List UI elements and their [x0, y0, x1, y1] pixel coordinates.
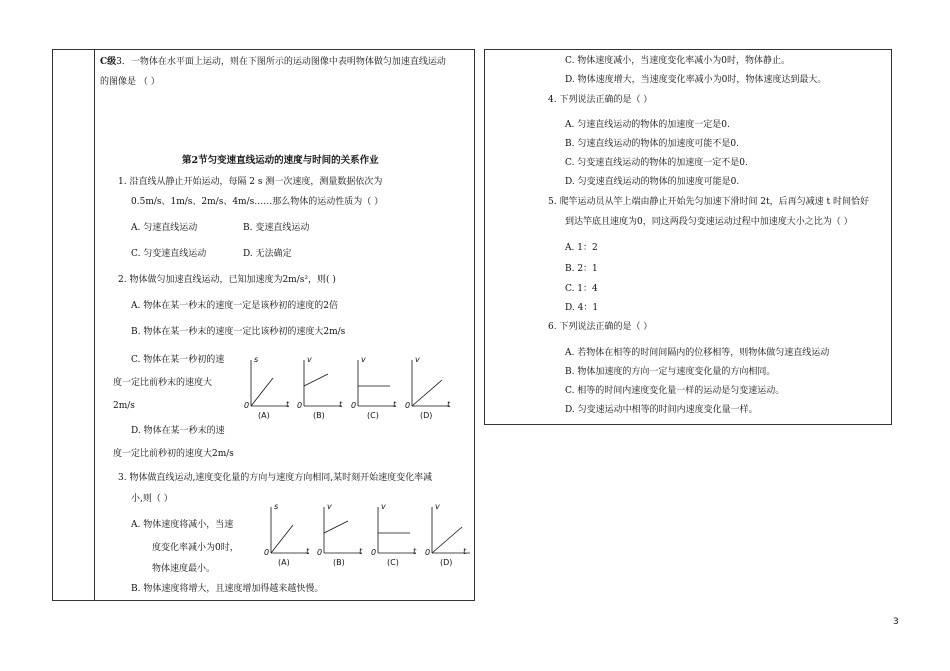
- graph-q2-b-caption: (B): [313, 411, 325, 420]
- graph-q3-b-caption: (B): [333, 558, 345, 567]
- q5-option-b: B. 2：1: [565, 264, 598, 274]
- q3-option-a-line3: 物体速度最小。: [152, 564, 216, 574]
- q2-option-a: A. 物体在某一秒末的速度一定是该秒初的速度的2倍: [131, 301, 338, 311]
- left-panel-right-border: [474, 49, 475, 601]
- q2-option-b: B. 物体在某一秒末的速度一定比该秒初的速度大2m/s: [131, 327, 346, 337]
- q1-line1: 1. 沿直线从静止开始运动，每隔 2 s 测一次速度，测量数据依次为: [118, 177, 383, 187]
- q2-option-c-line1: C. 物体在某一秒初的速: [131, 355, 225, 365]
- q4-option-d: D. 匀变速直线运动的物体的加速度可能是0.: [565, 177, 740, 187]
- graph-q3-b-origin: 0: [317, 548, 323, 557]
- graph-q3-c-xlabel: t: [413, 547, 417, 556]
- q6-option-d: D. 匀变速运动中相等的时间内速度变化量一样。: [565, 405, 758, 415]
- q6-option-c: C. 相等的时间内速度变化量一样的运动是匀变速运动。: [565, 386, 785, 396]
- graph-q2-b-ylabel: v: [307, 355, 312, 364]
- graph-q3-c: [372, 503, 418, 557]
- graph-q3-b-ylabel: v: [327, 502, 332, 511]
- q6-option-b: B. 物体加速度的方向一定与速度变化量的方向相同。: [565, 367, 776, 377]
- q5-line1: 5. 爬竿运动员从竿上端由静止开始先匀加速下滑时间 2t，后再匀减速 t 时间恰好: [548, 197, 869, 207]
- q3-option-a-line2: 度变化率减小为0时，: [152, 543, 239, 553]
- graph-q2-c-caption: (C): [367, 411, 379, 420]
- q1-option-d: D. 无法确定: [243, 249, 292, 259]
- q1-option-b: B. 变速直线运动: [243, 223, 310, 233]
- right-panel-right-border: [891, 49, 892, 425]
- graph-q2-a: [245, 356, 291, 410]
- q4-option-c: C. 匀变速直线运动的物体的加速度一定不是0.: [565, 158, 748, 168]
- graph-q2-b: [298, 356, 344, 410]
- graph-q2-c-ylabel: v: [361, 355, 366, 364]
- graph-q3-c-origin: 0: [371, 548, 377, 557]
- graph-q2-b-origin: 0: [297, 401, 303, 410]
- graph-q2-a-ylabel: s: [254, 355, 259, 364]
- right-panel-left-border: [484, 49, 485, 425]
- page-number: 3: [893, 617, 899, 627]
- graph-q3-a-xlabel: t: [306, 547, 310, 556]
- q4-option-a: A. 匀速直线运动的物体的加速度一定是0.: [565, 120, 730, 130]
- graph-q2-c-origin: 0: [351, 401, 357, 410]
- q3-line2: 小,则（ ）: [131, 494, 173, 504]
- q3-option-c: C. 物体速度减小，当速度变化率减小为0时，物体静止。: [565, 56, 791, 66]
- graph-q3-d-xlabel: t: [463, 547, 467, 556]
- c-level-question-line2: 的图像是 （ ）: [100, 77, 160, 87]
- graph-q3-d-caption: (D): [440, 558, 453, 567]
- graph-q2-a-origin: 0: [244, 401, 250, 410]
- c-level-tag: C级: [100, 57, 117, 67]
- q3-option-b: B. 物体速度将增大，且速度增加得越来越快慢。: [131, 584, 324, 594]
- c-level-question-line1: C级3．一物体在水平面上运动，则在下图所示的运动图像中表明物体做匀加速直线运动: [100, 57, 446, 67]
- q3-option-d: D. 物体速度增大，当速度变化率减小为0时，物体速度达到最大。: [565, 75, 827, 85]
- q2-option-c-line2: 度一定比前秒末的速度大: [113, 378, 213, 388]
- right-panel-top-border: [484, 49, 892, 50]
- q4-option-b: B. 匀速直线运动的物体的加速度可能不是0.: [565, 139, 739, 149]
- graph-q2-a-xlabel: t: [286, 400, 290, 409]
- graph-q3-c-ylabel: v: [381, 502, 386, 511]
- graph-q3-a-origin: 0: [264, 548, 270, 557]
- right-panel-bottom-border: [484, 424, 892, 425]
- top-rule: [52, 49, 475, 50]
- graph-q3-d-origin: 0: [425, 548, 431, 557]
- graph-q2-d-ylabel: v: [415, 355, 420, 364]
- graph-q2-d-caption: (D): [420, 411, 433, 420]
- graph-q3-a-caption: (A): [278, 558, 290, 567]
- graph-q2-d-xlabel: t: [447, 400, 451, 409]
- left-border: [52, 49, 53, 601]
- q3-line1: 3. 物体做直线运动,速度变化量的方向与速度方向相同,某时刻开始速度变化率减: [118, 473, 433, 483]
- graph-q2-d: [406, 356, 452, 410]
- q4-stem: 4. 下列说法正确的是（ ）: [548, 95, 653, 105]
- section-title: 第2节匀变速直线运动的速度与时间的关系作业: [182, 155, 379, 166]
- graph-q2-c: [352, 356, 398, 410]
- graph-q3-b-xlabel: t: [359, 547, 363, 556]
- graph-q2-c-xlabel: t: [393, 400, 397, 409]
- q6-option-a: A. 若物体在相等的时间间隔内的位移相等，则物体做匀速直线运动: [565, 348, 830, 358]
- q5-option-c: C. 1：4: [565, 284, 598, 294]
- graph-q3-a-ylabel: s: [274, 502, 279, 511]
- q5-line2: 到达竿底且速度为0，同这两段匀变速运动过程中加速度大小之比为（ ）: [565, 217, 853, 227]
- graph-q3-d-ylabel: v: [435, 502, 440, 511]
- graph-q2-d-origin: 0: [405, 401, 411, 410]
- q5-option-a: A. 1：2: [565, 243, 598, 253]
- graph-q3-c-caption: (C): [387, 558, 399, 567]
- q2-option-c-line3: 2m/s: [113, 401, 135, 411]
- q2-option-d-line2: 度一定比前秒初的速度大2m/s: [113, 449, 234, 459]
- q1-line2: 0.5m/s、1m/s、2m/s、4m/s……那么物体的运动性质为（ ）: [131, 197, 384, 207]
- q2-stem: 2. 物体做匀加速直线运动，已知加速度为2m/s²，则( ): [118, 275, 336, 285]
- graph-q3-a: [265, 503, 311, 557]
- q5-option-d: D. 4：1: [565, 303, 599, 313]
- inner-left-border: [94, 49, 95, 601]
- q3-option-a-line1: A. 物体速度将减小，当速: [131, 520, 234, 530]
- graph-q3-b: [318, 503, 364, 557]
- q2-option-d-line1: D. 物体在某一秒末的速: [131, 426, 225, 436]
- q1-option-c: C. 匀变速直线运动: [131, 249, 207, 259]
- graph-q2-a-caption: (A): [258, 411, 270, 420]
- bottom-rule: [52, 600, 475, 601]
- q6-stem: 6. 下列说法正确的是（ ）: [548, 322, 653, 332]
- q1-option-a: A. 匀速直线运动: [131, 223, 198, 233]
- graph-q2-b-xlabel: t: [339, 400, 343, 409]
